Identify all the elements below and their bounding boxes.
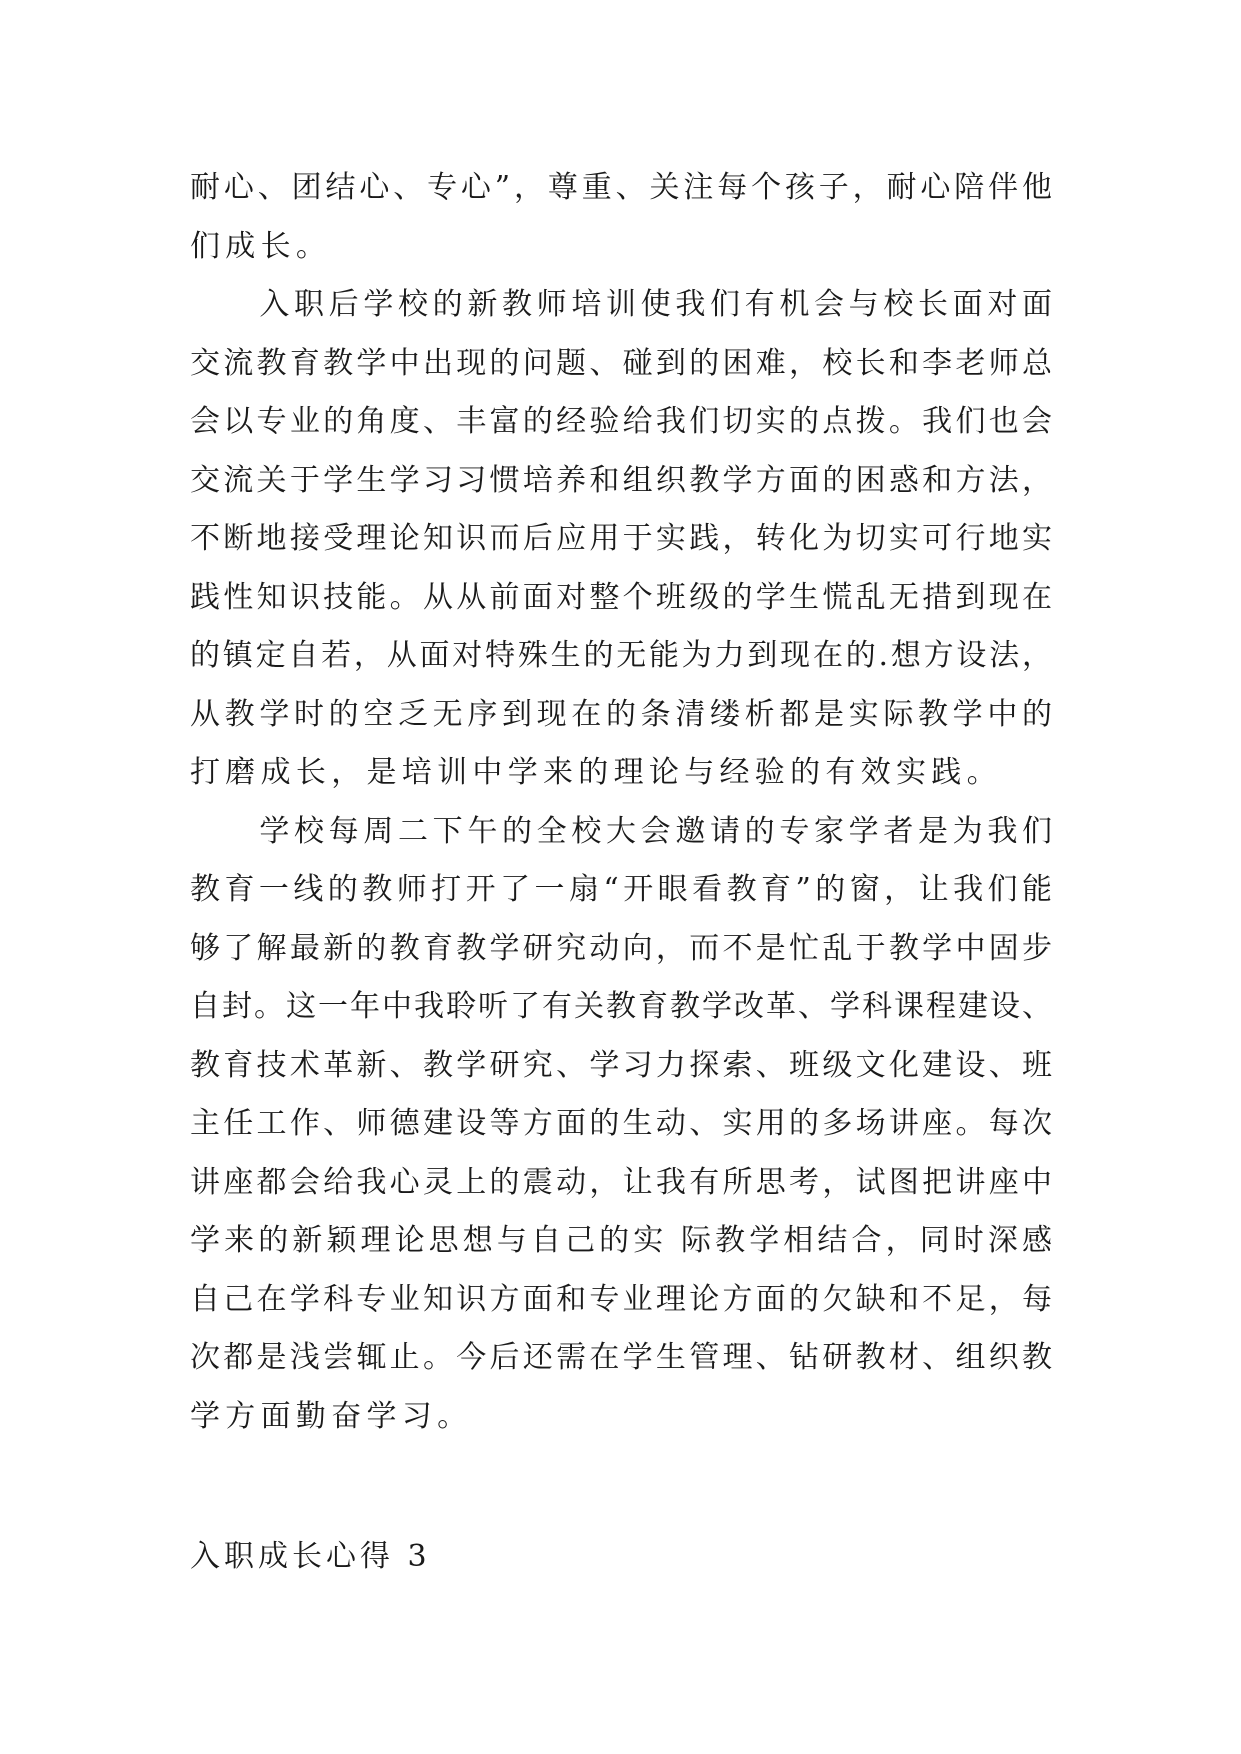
text-line: 学来的新颖理论思想与自己的实 际教学相结合，同时深感 [190,1223,1052,1258]
text-line: 会以专业的角度、丰富的经验给我们切实的点拨。我们也会 [190,404,1052,439]
text-line: 主任工作、师德建设等方面的生动、实用的多场讲座。每次 [190,1106,1052,1141]
text-line: 的镇定自若，从面对特殊生的无能为力到现在的.想方设法， [190,638,1052,673]
text-line: 耐心、团结心、专心”，尊重、关注每个孩子，耐心陪伴他 [190,170,1052,205]
text-line: 讲座都会给我心灵上的震动，让我有所思考，试图把讲座中 [190,1164,1052,1200]
text-line: 不断地接受理论知识而后应用于实践，转化为切实可行地实 [190,521,1052,556]
text-line: 教育一线的教师打开了一扇“开眼看教育”的窗，让我们能 [190,872,1052,907]
text-line: 自己在学科专业知识方面和专业理论方面的欠缺和不足，每 [190,1281,1052,1317]
text-line: 入职后学校的新教师培训使我们有机会与校长面对面 [190,287,1052,322]
body-text [190,159,1052,1446]
text-line: 从教学时的空乏无序到现在的条清缕析都是实际教学中的 [190,696,1052,732]
text-line: 学方面勤奋学习。 [190,1398,473,1434]
text-line: 打磨成长，是培训中学来的理论与经验的有效实践。 [190,755,1002,790]
text-line: 交流关于学生学习习惯培养和组织教学方面的困惑和方法， [190,462,1052,498]
text-line: 够了解最新的教育教学研究动向，而不是忙乱于教学中固步 [190,930,1052,966]
text-line: 次都是浅尝辄止。今后还需在学生管理、钻研教材、组织教 [190,1340,1052,1375]
text-line: 践性知识技能。从从前面对整个班级的学生慌乱无措到现在 [190,579,1052,615]
text-line: 学校每周二下午的全校大会邀请的专家学者是为我们 [190,813,1052,849]
text-line: 教育技术革新、教学研究、学习力探索、班级文化建设、班 [190,1047,1052,1083]
section-heading: 入职成长心得 3 [190,1539,431,1574]
text-line: 交流教育教学中出现的问题、碰到的困难，校长和李老师总 [190,345,1052,381]
text-line: 们成长。 [190,228,332,264]
text-line: 自封。这一年中我聆听了有关教育教学改革、学科课程建设、 [190,989,1052,1024]
